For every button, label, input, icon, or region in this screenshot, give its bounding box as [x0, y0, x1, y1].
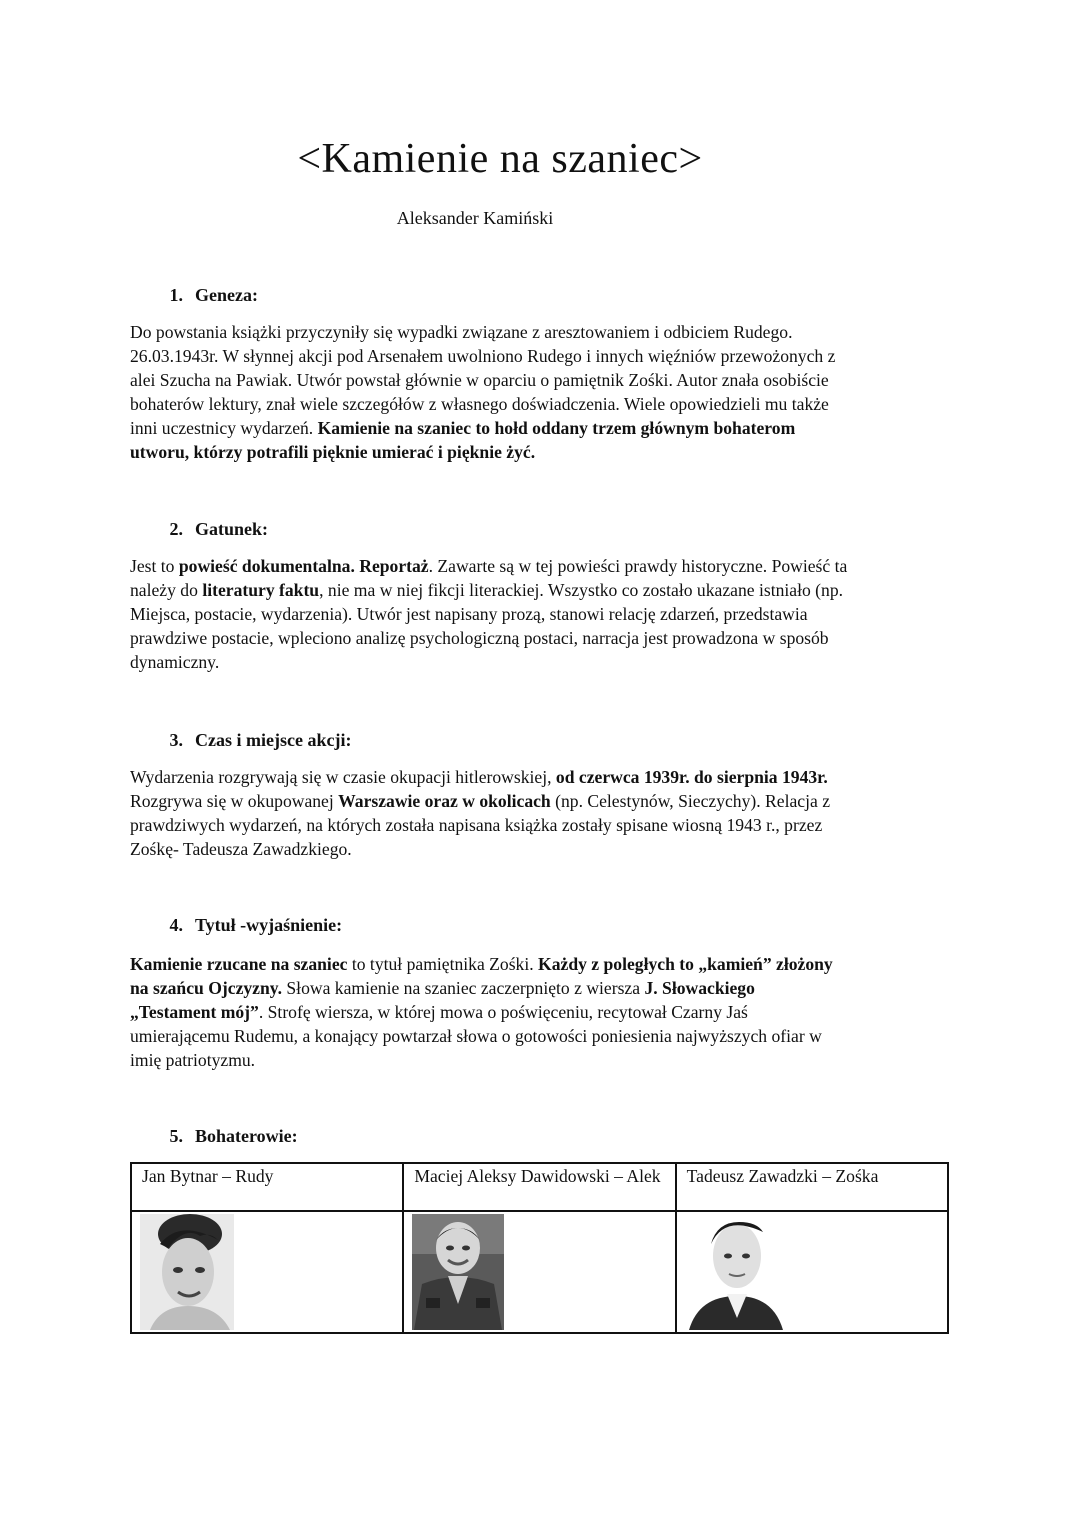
paragraph-line — [130, 416, 950, 440]
hero-photo-cell — [403, 1211, 675, 1333]
paragraph-line — [130, 368, 950, 392]
text-run: Rozgrywa się w okupowanej — [130, 791, 339, 811]
bold-text: Kamienie rzucane na szaniec — [130, 954, 348, 974]
section-number: 5. — [169, 1126, 183, 1146]
text-run: Zośkę- Tadeusza Zawadzkiego. — [130, 839, 352, 859]
paragraph-line — [130, 789, 950, 813]
section-heading-czas-i-miejsce — [163, 728, 351, 752]
bold-text: od czerwca 1939r. do sierpnia 1943r. — [555, 767, 828, 787]
text-run: prawdziwych wydarzeń, na których została napisana książka zostały spisane wiosną 1943 r., przez — [130, 815, 823, 835]
text-run: Wydarzenia rozgrywają się w czasie okupacji hitlerowskiej, — [130, 767, 556, 787]
section-heading-geneza — [163, 283, 258, 307]
bold-text: utworu, którzy potrafili pięknie umierać i pięknie żyć. — [130, 442, 536, 462]
paragraph-line — [130, 1024, 950, 1048]
hero-name-rudy: Jan Bytnar – Rudy — [131, 1163, 403, 1211]
section-heading-bohaterowie — [163, 1124, 298, 1148]
portrait-photo-zoska-icon — [685, 1214, 785, 1330]
hero-photo-cell — [676, 1211, 948, 1333]
section-paragraph-geneza — [130, 320, 950, 464]
bold-text: Każdy z poległych to „kamień” złożony — [538, 954, 833, 974]
section-number: 2. — [169, 519, 183, 539]
text-run: 26.03.1943r. W słynnej akcji pod Arsenałem uwolniono Rudego i innych więźniów przewożonych z — [130, 346, 836, 366]
bold-text: na szańcu Ojczyzny. — [130, 978, 282, 998]
paragraph-line — [130, 1000, 950, 1024]
paragraph-line — [130, 578, 950, 602]
paragraph-line — [130, 320, 950, 344]
paragraph-line — [130, 344, 950, 368]
section-title: Gatunek: — [195, 519, 269, 539]
section-paragraph-tytul — [130, 952, 950, 1072]
section-title: Geneza: — [195, 285, 258, 305]
text-run: Do powstania książki przyczyniły się wypadki związane z aresztowaniem i odbiciem Rudego. — [130, 322, 793, 342]
section-title: Czas i miejsce akcji: — [195, 730, 352, 750]
heroes-table — [130, 1162, 949, 1334]
section-title: Tytuł -wyjaśnienie: — [195, 915, 343, 935]
paragraph-line — [130, 392, 950, 416]
bold-text: Warszawie oraz w okolicach — [338, 791, 551, 811]
hero-photo-cell — [131, 1211, 403, 1333]
paragraph-line — [130, 626, 950, 650]
paragraph-line — [130, 650, 950, 674]
paragraph-line — [130, 952, 950, 976]
section-number: 3. — [169, 730, 183, 750]
bold-text: powieść dokumentalna. Reportaż — [178, 556, 429, 576]
section-paragraph-czas-i-miejsce — [130, 765, 950, 861]
text-run: Słowa kamienie na szaniec zaczerpnięto z wiersza — [282, 978, 645, 998]
text-run: bohaterów lektury, znał wiele szczegółów z własnego doświadczenia. Wiele opowiedzieli mu także — [130, 394, 829, 414]
section-heading-gatunek — [163, 517, 268, 541]
document-title: <Kamienie na szaniec> — [297, 136, 703, 182]
text-run: alei Szucha na Pawiak. Utwór powstał głównie w oparciu o pamiętnik Zośki. Autor znała osobiście — [130, 370, 829, 390]
portrait-photo-alek-icon — [412, 1214, 504, 1330]
hero-name-zoska: Tadeusz Zawadzki – Zośka — [676, 1163, 948, 1211]
section-number: 1. — [169, 285, 183, 305]
text-run: imię patriotyzmu. — [130, 1050, 256, 1070]
text-run: (np. Celestynów, Sieczychy). Relacja z — [550, 791, 831, 811]
text-run: umierającemu Rudemu, a konający powtarzał słowa o gotowości poniesienia najwyższych ofiar w — [130, 1026, 822, 1046]
paragraph-line — [130, 976, 950, 1000]
text-run: dynamiczny. — [130, 652, 220, 672]
text-run: Miejsca, postacie, wydarzenia). Utwór jest napisany prozą, stanowi relację zdarzeń, przedstawia — [130, 604, 808, 624]
bold-text: Kamienie na szaniec to hołd oddany trzem głównym bohaterom — [317, 418, 796, 438]
portrait-photo-rudy-icon — [140, 1214, 234, 1330]
section-paragraph-gatunek — [130, 554, 950, 674]
paragraph-line — [130, 765, 950, 789]
paragraph-line — [130, 813, 950, 837]
text-run: Jest to — [130, 556, 179, 576]
section-number: 4. — [169, 915, 183, 935]
section-heading-tytul — [163, 913, 342, 937]
paragraph-line — [130, 602, 950, 626]
text-run: . Zawarte są w tej powieści prawdy historyczne. Powieść ta — [428, 556, 848, 576]
paragraph-line — [130, 440, 950, 464]
paragraph-line — [130, 554, 950, 578]
bold-text: „Testament mój” — [130, 1002, 259, 1022]
text-run: prawdziwe postacie, wpleciono analizę psychologiczną postaci, narracja jest prowadzona w sposób — [130, 628, 829, 648]
section-title: Bohaterowie: — [195, 1126, 298, 1146]
bold-text: J. Słowackiego — [644, 978, 755, 998]
heroes-names-row — [131, 1163, 948, 1211]
text-run: , nie ma w niej fikcji literackiej. Wszystko co zostało ukazane istniało (np. — [319, 580, 844, 600]
paragraph-line — [130, 837, 950, 861]
text-run: należy do — [130, 580, 203, 600]
document-author: Aleksander Kamiński — [396, 208, 554, 228]
text-run: . Strofę wiersza, w której mowa o poświęceniu, recytował Czarny Jaś — [258, 1002, 748, 1022]
text-run: to tytuł pamiętnika Zośki. — [347, 954, 539, 974]
hero-name-alek: Maciej Aleksy Dawidowski – Alek — [403, 1163, 675, 1211]
paragraph-line — [130, 1048, 950, 1072]
text-run: inni uczestnicy wydarzeń. — [130, 418, 318, 438]
bold-text: literatury faktu — [202, 580, 320, 600]
heroes-photos-row — [131, 1211, 948, 1333]
